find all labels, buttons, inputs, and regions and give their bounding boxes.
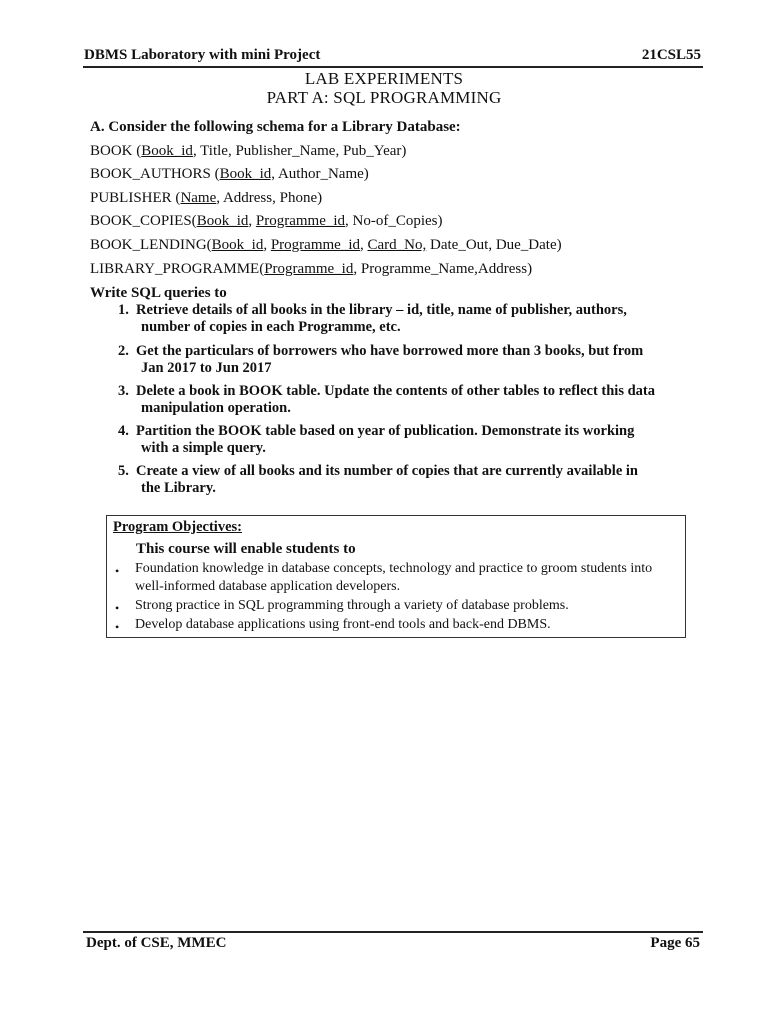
query-line: manipulation operation. — [141, 400, 291, 416]
schema-text: , No-of_Copies) — [345, 213, 443, 229]
footer-page-number: Page 65 — [650, 935, 700, 951]
schema-book-copies — [90, 213, 443, 230]
query-line: Get the particulars of borrowers who have borrowed more than 3 books, but from — [136, 343, 644, 359]
query-line: Create a view of all books and its number of copies that are currently available in — [136, 463, 638, 479]
query-item — [136, 463, 638, 497]
schema-text: BOOK_AUTHORS ( — [90, 166, 220, 182]
page-title: LAB EXPERIMENTS — [304, 69, 464, 88]
objective-item: Foundation knowledge in database concepts, technology and practice to groom students into well-informed database application developers. — [135, 561, 653, 594]
schema-key: Name — [180, 190, 217, 206]
query-number: 5. — [118, 463, 129, 479]
schema-text: BOOK_LENDING( — [90, 237, 212, 253]
bullet-icon: • — [115, 601, 120, 615]
schema-text: LIBRARY_PROGRAMME( — [90, 261, 265, 277]
query-line: the Library. — [141, 480, 216, 496]
schema-key: Book_id — [196, 213, 249, 229]
schema-text: , Address, Phone) — [216, 190, 323, 206]
objective-item: Develop database applications using front-end tools and back-end DBMS. — [135, 617, 551, 632]
queries-intro: Write SQL queries to — [90, 285, 227, 301]
schema-key: Programme_id — [270, 237, 360, 253]
schema-intro: A. Consider the following schema for a Library Database: — [90, 119, 461, 135]
schema-key: Programme_id — [264, 261, 354, 277]
schema-key: Programme_id — [255, 213, 346, 229]
bullet-icon: • — [115, 620, 120, 634]
schema-text: PUBLISHER ( — [90, 190, 181, 206]
schema-key: Book_id, — [219, 166, 276, 182]
query-line: Jan 2017 to Jun 2017 — [141, 360, 272, 376]
footer-divider — [83, 931, 703, 933]
program-objectives-title: Program Objectives: — [113, 519, 242, 535]
schema-text: , Programme_Name,Address) — [353, 261, 533, 277]
schema-publisher — [90, 190, 322, 207]
schema-key: Book_id — [141, 143, 193, 159]
schema-text: , — [263, 237, 271, 253]
query-number: 4. — [118, 423, 129, 439]
query-line: with a simple query. — [141, 440, 266, 456]
schema-library-programme — [90, 261, 532, 278]
query-line: Retrieve details of all books in the library – id, title, name of publisher, authors, — [136, 302, 627, 318]
schema-book-lending — [90, 237, 562, 254]
schema-text: BOOK_COPIES( — [90, 213, 197, 229]
schema-text: , — [248, 213, 256, 229]
query-line: Delete a book in BOOK table. Update the contents of other tables to reflect this data — [136, 383, 655, 399]
schema-book-authors — [90, 166, 369, 183]
program-objectives-subtitle: This course will enable students to — [136, 541, 356, 557]
query-line: number of copies in each Programme, etc. — [141, 319, 401, 335]
query-number: 2. — [118, 343, 129, 359]
schema-key: Card_No, — [367, 237, 427, 253]
schema-text: Date_Out, Due_Date) — [426, 237, 562, 253]
schema-book — [90, 143, 406, 160]
header-divider — [83, 66, 703, 68]
schema-text: , Title, Publisher_Name, Pub_Year) — [192, 143, 407, 159]
schema-text: , — [360, 237, 368, 253]
schema-text: Author_Name) — [275, 166, 369, 182]
query-item — [136, 343, 643, 377]
schema-text: BOOK ( — [90, 143, 142, 159]
bullet-icon: • — [115, 564, 120, 578]
query-number: 3. — [118, 383, 129, 399]
footer-department: Dept. of CSE, MMEC — [86, 935, 227, 951]
query-number: 1. — [118, 302, 129, 318]
page-subtitle: PART A: SQL PROGRAMMING — [266, 88, 502, 107]
header-course-title: DBMS Laboratory with mini Project — [84, 47, 321, 63]
header-course-code: 21CSL55 — [641, 47, 701, 63]
query-item — [136, 423, 634, 457]
objective-item: Strong practice in SQL programming through a variety of database problems. — [135, 598, 569, 613]
query-line: Partition the BOOK table based on year of publication. Demonstrate its working — [136, 423, 635, 439]
schema-key: Book_id — [211, 237, 264, 253]
query-item — [136, 302, 627, 336]
query-item — [136, 383, 655, 417]
